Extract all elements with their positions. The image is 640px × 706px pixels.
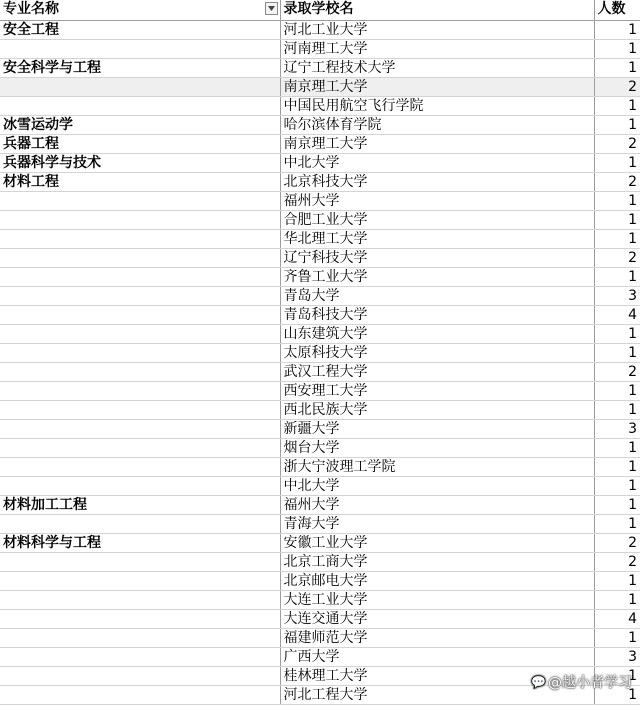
cell-count[interactable]: 1 xyxy=(594,571,640,590)
cell-major[interactable]: 兵器科学与技术 xyxy=(0,153,280,172)
cell-major[interactable]: 冰雪运动学 xyxy=(0,115,280,134)
cell-school[interactable]: 武汉工程大学 xyxy=(280,362,594,381)
cell-major[interactable] xyxy=(0,590,280,609)
cell-school[interactable]: 青海大学 xyxy=(280,514,594,533)
cell-count[interactable]: 1 xyxy=(594,381,640,400)
cell-count[interactable]: 4 xyxy=(594,609,640,628)
cell-count[interactable]: 2 xyxy=(594,362,640,381)
cell-count[interactable]: 1 xyxy=(594,590,640,609)
table-row xyxy=(0,571,640,590)
filter-dropdown-icon[interactable] xyxy=(265,2,278,15)
cell-count[interactable]: 2 xyxy=(594,77,640,96)
table-row xyxy=(0,628,640,647)
cell-school[interactable]: 大连交通大学 xyxy=(280,609,594,628)
cell-major[interactable] xyxy=(0,267,280,286)
table-row xyxy=(0,248,640,267)
cell-school[interactable]: 齐鲁工业大学 xyxy=(280,267,594,286)
table-row xyxy=(0,172,640,191)
cell-count[interactable]: 1 xyxy=(594,666,640,685)
cell-major[interactable]: 材料加工工程 xyxy=(0,495,280,514)
cell-count[interactable]: 1 xyxy=(594,324,640,343)
cell-school[interactable]: 中北大学 xyxy=(280,476,594,495)
watermark-text: @越小者学习 xyxy=(548,675,632,691)
cell-count[interactable]: 1 xyxy=(594,96,640,115)
table-row xyxy=(0,533,640,552)
table-row xyxy=(0,77,640,96)
cell-school[interactable]: 浙大宁波理工学院 xyxy=(280,457,594,476)
cell-count[interactable]: 1 xyxy=(594,400,640,419)
cell-major[interactable] xyxy=(0,324,280,343)
cell-count[interactable]: 1 xyxy=(594,153,640,172)
cell-school[interactable]: 哈尔滨体育学院 xyxy=(280,115,594,134)
table-row xyxy=(0,438,640,457)
cell-major[interactable] xyxy=(0,419,280,438)
cell-school[interactable]: 北京邮电大学 xyxy=(280,571,594,590)
table-row xyxy=(0,305,640,324)
table-row xyxy=(0,647,640,666)
table-row xyxy=(0,552,640,571)
cell-school[interactable]: 合肥工业大学 xyxy=(280,210,594,229)
table-row xyxy=(0,609,640,628)
cell-major[interactable]: 材料工程 xyxy=(0,172,280,191)
cell-count[interactable]: 2 xyxy=(594,172,640,191)
cell-count[interactable]: 1 xyxy=(594,514,640,533)
cell-count[interactable]: 1 xyxy=(594,58,640,77)
cell-major[interactable] xyxy=(0,438,280,457)
column-header-major-label: 专业名称 xyxy=(3,1,59,18)
cell-major[interactable] xyxy=(0,381,280,400)
cell-major[interactable] xyxy=(0,457,280,476)
cell-count[interactable]: 1 xyxy=(594,457,640,476)
table-row xyxy=(0,96,640,115)
cell-school[interactable]: 河北工业大学 xyxy=(280,20,594,39)
table-row xyxy=(0,476,640,495)
cell-count[interactable]: 1 xyxy=(594,229,640,248)
cell-school[interactable]: 北京工商大学 xyxy=(280,552,594,571)
table-row xyxy=(0,514,640,533)
cell-school[interactable]: 烟台大学 xyxy=(280,438,594,457)
watermark xyxy=(531,672,632,692)
table-row xyxy=(0,400,640,419)
table-row xyxy=(0,381,640,400)
cell-major[interactable] xyxy=(0,628,280,647)
cell-count[interactable]: 2 xyxy=(594,134,640,153)
table-row xyxy=(0,495,640,514)
cell-count[interactable]: 1 xyxy=(594,438,640,457)
cell-school[interactable]: 西安理工大学 xyxy=(280,381,594,400)
cell-school[interactable]: 太原科技大学 xyxy=(280,343,594,362)
cell-major[interactable] xyxy=(0,362,280,381)
cell-count[interactable]: 2 xyxy=(594,552,640,571)
cell-count[interactable]: 1 xyxy=(594,39,640,58)
cell-major[interactable] xyxy=(0,248,280,267)
table-row xyxy=(0,286,640,305)
cell-school[interactable]: 新疆大学 xyxy=(280,419,594,438)
cell-count[interactable]: 1 xyxy=(594,20,640,39)
cell-major[interactable] xyxy=(0,647,280,666)
cell-school[interactable]: 福州大学 xyxy=(280,495,594,514)
column-header-major[interactable] xyxy=(0,0,280,20)
cell-count[interactable]: 3 xyxy=(594,419,640,438)
cell-school[interactable]: 河南理工大学 xyxy=(280,39,594,58)
cell-school[interactable]: 广西大学 xyxy=(280,647,594,666)
cell-school[interactable]: 福建师范大学 xyxy=(280,628,594,647)
chat-bubble-icon: 💬 xyxy=(531,675,546,689)
column-header-count[interactable] xyxy=(594,0,640,20)
table-row xyxy=(0,153,640,172)
cell-major[interactable] xyxy=(0,229,280,248)
header-row xyxy=(0,0,640,20)
cell-school[interactable]: 华北理工大学 xyxy=(280,229,594,248)
cell-school[interactable]: 河北工程大学 xyxy=(280,685,594,704)
table-row xyxy=(0,191,640,210)
cell-major[interactable] xyxy=(0,400,280,419)
cell-major[interactable] xyxy=(0,286,280,305)
cell-school[interactable]: 福州大学 xyxy=(280,191,594,210)
cell-school[interactable]: 安徽工业大学 xyxy=(280,533,594,552)
table-row xyxy=(0,115,640,134)
cell-major[interactable]: 安全工程 xyxy=(0,20,280,39)
cell-count[interactable]: 1 xyxy=(594,628,640,647)
cell-school[interactable]: 北京科技大学 xyxy=(280,172,594,191)
cell-count[interactable]: 1 xyxy=(594,476,640,495)
cell-major[interactable] xyxy=(0,77,280,96)
cell-school[interactable]: 大连工业大学 xyxy=(280,590,594,609)
cell-major[interactable] xyxy=(0,210,280,229)
table-row xyxy=(0,267,640,286)
table-row xyxy=(0,210,640,229)
cell-count[interactable]: 3 xyxy=(594,647,640,666)
cell-major[interactable] xyxy=(0,609,280,628)
column-header-count-label: 人数 xyxy=(597,1,626,18)
column-header-school-label: 录取学校名 xyxy=(283,1,354,18)
cell-major[interactable] xyxy=(0,666,280,685)
table-row xyxy=(0,343,640,362)
cell-major[interactable] xyxy=(0,305,280,324)
cell-count[interactable]: 1 xyxy=(594,191,640,210)
cell-count[interactable]: 1 xyxy=(594,115,640,134)
cell-major[interactable] xyxy=(0,39,280,58)
cell-major[interactable] xyxy=(0,476,280,495)
cell-major[interactable] xyxy=(0,191,280,210)
table-row xyxy=(0,58,640,77)
table-row xyxy=(0,457,640,476)
cell-school[interactable]: 青岛科技大学 xyxy=(280,305,594,324)
cell-school[interactable]: 青岛大学 xyxy=(280,286,594,305)
cell-school[interactable]: 南京理工大学 xyxy=(280,134,594,153)
cell-major[interactable] xyxy=(0,685,280,704)
cell-school[interactable]: 桂林理工大学 xyxy=(280,666,594,685)
table-row xyxy=(0,419,640,438)
table-row xyxy=(0,20,640,39)
cell-count[interactable]: 1 xyxy=(594,685,640,704)
cell-school[interactable]: 山东建筑大学 xyxy=(280,324,594,343)
table-row xyxy=(0,134,640,153)
cell-count[interactable]: 1 xyxy=(594,343,640,362)
cell-count[interactable]: 2 xyxy=(594,248,640,267)
cell-major[interactable]: 兵器工程 xyxy=(0,134,280,153)
table-row xyxy=(0,229,640,248)
cell-school[interactable]: 西北民族大学 xyxy=(280,400,594,419)
table-row xyxy=(0,362,640,381)
cell-count[interactable]: 3 xyxy=(594,286,640,305)
cell-count[interactable]: 4 xyxy=(594,305,640,324)
cell-major[interactable] xyxy=(0,343,280,362)
cell-major[interactable] xyxy=(0,571,280,590)
cell-major[interactable] xyxy=(0,552,280,571)
table-row xyxy=(0,590,640,609)
cell-count[interactable]: 1 xyxy=(594,495,640,514)
cell-school[interactable]: 中国民用航空飞行学院 xyxy=(280,96,594,115)
cell-count[interactable]: 1 xyxy=(594,210,640,229)
cell-major[interactable] xyxy=(0,96,280,115)
table-row xyxy=(0,324,640,343)
cell-school[interactable]: 中北大学 xyxy=(280,153,594,172)
cell-count[interactable]: 2 xyxy=(594,533,640,552)
cell-school[interactable]: 辽宁科技大学 xyxy=(280,248,594,267)
cell-major[interactable]: 材料科学与工程 xyxy=(0,533,280,552)
cell-major[interactable] xyxy=(0,514,280,533)
cell-count[interactable]: 1 xyxy=(594,267,640,286)
table-row xyxy=(0,39,640,58)
column-header-school[interactable] xyxy=(280,0,594,20)
cell-school[interactable]: 南京理工大学 xyxy=(280,77,594,96)
cell-major[interactable]: 安全科学与工程 xyxy=(0,58,280,77)
cell-school[interactable]: 辽宁工程技术大学 xyxy=(280,58,594,77)
